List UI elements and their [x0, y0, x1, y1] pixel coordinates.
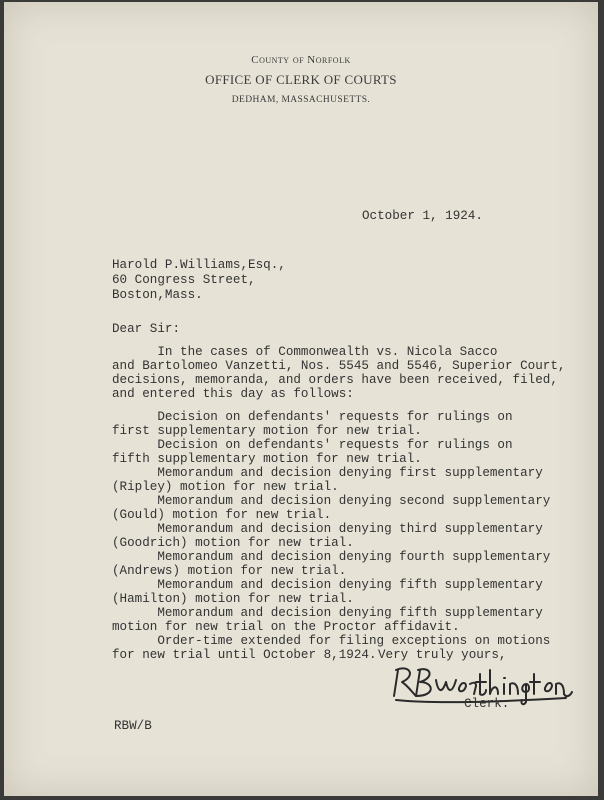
item-line: (Andrews) motion for new trial.	[112, 564, 347, 578]
item-line: Memorandum and decision denying fourth supplementary	[112, 550, 551, 564]
item-line: Memorandum and decision denying fifth supplementary	[112, 578, 543, 592]
letterhead-office: OFFICE OF CLERK OF COURTS	[205, 72, 397, 87]
item-line: for new trial until October 8,1924.	[112, 648, 377, 662]
letter-date: October 1, 1924.	[362, 209, 483, 223]
closing: Very truly yours,	[378, 648, 507, 662]
salutation: Dear Sir:	[112, 322, 181, 336]
item-line: Decision on defendants' requests for rulings on	[112, 410, 513, 424]
item-line: Memorandum and decision denying third supplementary	[112, 522, 543, 536]
item-line: Decision on defendants' requests for rulings on	[112, 438, 513, 452]
intro-line: decisions, memoranda, and orders have been received, filed,	[112, 373, 558, 387]
letterhead-county: County of Norfolk	[251, 54, 351, 66]
item-line: (Gould) motion for new trial.	[112, 508, 332, 522]
letter-page	[4, 2, 598, 796]
item-line: Memorandum and decision denying first supplementary	[112, 466, 543, 480]
addressee-street: 60 Congress Street,	[112, 273, 256, 287]
intro-line: and Bartolomeo Vanzetti, Nos. 5545 and 5546, Superior Court,	[112, 359, 566, 373]
signer-title: Clerk.	[464, 697, 510, 711]
item-line: Memorandum and decision denying second supplementary	[112, 494, 551, 508]
typist-initials: RBW/B	[114, 719, 152, 733]
addressee-name: Harold P.Williams,Esq.,	[112, 258, 286, 272]
letterhead-location: DEDHAM, MASSACHUSETTS.	[231, 95, 371, 105]
item-line: first supplementary motion for new trial.	[112, 424, 422, 438]
item-line: fifth supplementary motion for new trial.	[112, 452, 422, 466]
addressee-city: Boston,Mass.	[112, 288, 203, 302]
item-line: (Ripley) motion for new trial.	[112, 480, 339, 494]
intro-line: In the cases of Commonwealth vs. Nicola Sacco	[112, 345, 498, 359]
item-line: (Hamilton) motion for new trial.	[112, 592, 354, 606]
item-line: (Goodrich) motion for new trial.	[112, 536, 354, 550]
item-line: motion for new trial on the Proctor affidavit.	[112, 620, 460, 634]
item-line: Order-time extended for filing exceptions on motions	[112, 634, 551, 648]
intro-line: and entered this day as follows:	[112, 387, 354, 401]
item-line: Memorandum and decision denying fifth supplementary	[112, 606, 543, 620]
